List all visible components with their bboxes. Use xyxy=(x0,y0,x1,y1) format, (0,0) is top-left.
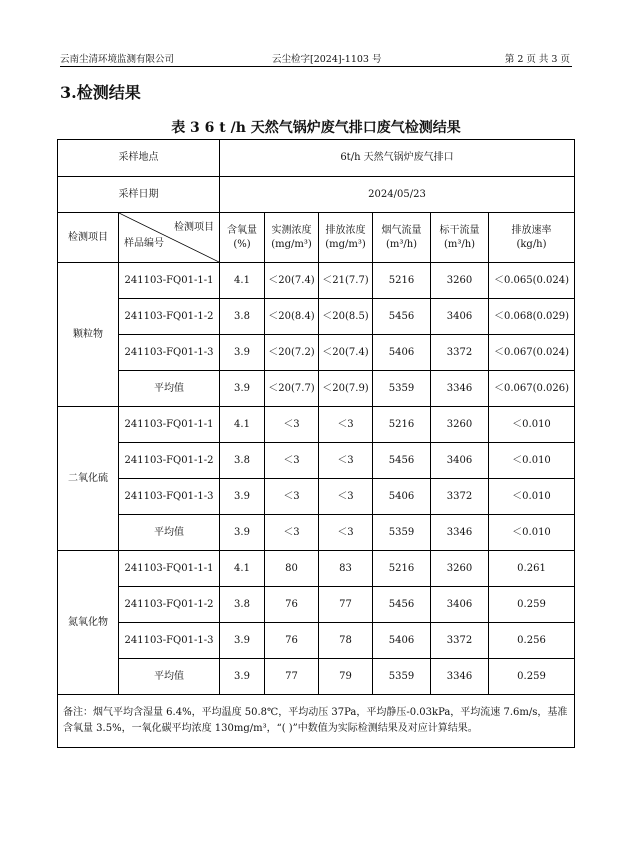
cell-emission-rate: ＜0.010 xyxy=(489,443,575,479)
cell-measured-conc: ＜20(7.4) xyxy=(265,263,319,299)
cell-measured-conc: ＜3 xyxy=(265,407,319,443)
col-header-rate: 排放速率 (kg/h) xyxy=(489,213,575,263)
cell-emission-conc: 78 xyxy=(319,623,373,659)
diag-label-item: 检测项目 xyxy=(174,222,214,233)
cell-measured-conc: 76 xyxy=(265,623,319,659)
cell-emission-rate: ＜0.067(0.024) xyxy=(489,335,575,371)
sampling-site-label: 采样地点 xyxy=(58,140,220,177)
cell-oxygen: 3.9 xyxy=(220,335,265,371)
cell-sample-id: 平均值 xyxy=(119,659,220,695)
group-name: 二氧化硫 xyxy=(58,407,119,551)
col-header-flow: 烟气流量 (m³/h) xyxy=(373,213,431,263)
results-table xyxy=(57,139,575,748)
table-row xyxy=(58,623,575,659)
cell-sample-id: 241103-FQ01-1-3 xyxy=(119,335,220,371)
cell-dry-flow: 3260 xyxy=(431,407,489,443)
table-row xyxy=(58,443,575,479)
cell-emission-conc: ＜21(7.7) xyxy=(319,263,373,299)
cell-oxygen: 3.8 xyxy=(220,299,265,335)
cell-flow: 5216 xyxy=(373,551,431,587)
table-row xyxy=(58,659,575,695)
cell-dry-flow: 3406 xyxy=(431,299,489,335)
cell-dry-flow: 3372 xyxy=(431,623,489,659)
cell-dry-flow: 3260 xyxy=(431,263,489,299)
table-title: 表 3 6 t /h 天然气锅炉废气排口废气检测结果 xyxy=(171,120,461,136)
group-name: 颗粒物 xyxy=(58,263,119,407)
table-row xyxy=(58,407,575,443)
cell-emission-rate: 0.259 xyxy=(489,659,575,695)
page-indicator: 第 2 页 共 3 页 xyxy=(504,54,570,65)
cell-emission-conc: ＜20(8.5) xyxy=(319,299,373,335)
cell-measured-conc: ＜20(7.7) xyxy=(265,371,319,407)
cell-dry-flow: 3372 xyxy=(431,479,489,515)
cell-emission-rate: ＜0.010 xyxy=(489,515,575,551)
cell-flow: 5456 xyxy=(373,299,431,335)
table-row xyxy=(58,587,575,623)
cell-sample-id: 平均值 xyxy=(119,515,220,551)
section-title: 3.检测结果 xyxy=(60,83,141,102)
diagonal-header-cell xyxy=(119,213,220,263)
cell-dry-flow: 3260 xyxy=(431,551,489,587)
cell-emission-conc: ＜3 xyxy=(319,407,373,443)
cell-sample-id: 241103-FQ01-1-3 xyxy=(119,623,220,659)
document-number: 云尘检字[2024]-1103 号 xyxy=(272,54,382,65)
cell-measured-conc: ＜3 xyxy=(265,443,319,479)
cell-flow: 5216 xyxy=(373,263,431,299)
table-row xyxy=(58,335,575,371)
cell-emission-conc: ＜20(7.9) xyxy=(319,371,373,407)
cell-sample-id: 241103-FQ01-1-1 xyxy=(119,407,220,443)
page-header xyxy=(60,50,572,67)
cell-emission-rate: 0.261 xyxy=(489,551,575,587)
cell-oxygen: 4.1 xyxy=(220,407,265,443)
cell-dry-flow: 3406 xyxy=(431,587,489,623)
table-row xyxy=(58,515,575,551)
cell-oxygen: 3.9 xyxy=(220,371,265,407)
cell-emission-rate: ＜0.010 xyxy=(489,407,575,443)
cell-flow: 5406 xyxy=(373,479,431,515)
cell-oxygen: 3.9 xyxy=(220,623,265,659)
cell-flow: 5406 xyxy=(373,335,431,371)
cell-oxygen: 3.8 xyxy=(220,587,265,623)
cell-dry-flow: 3346 xyxy=(431,371,489,407)
cell-sample-id: 241103-FQ01-1-1 xyxy=(119,551,220,587)
cell-dry-flow: 3406 xyxy=(431,443,489,479)
sampling-site-value: 6t/h 天然气锅炉废气排口 xyxy=(220,140,575,177)
cell-emission-rate: ＜0.068(0.029) xyxy=(489,299,575,335)
cell-emission-conc: 83 xyxy=(319,551,373,587)
cell-sample-id: 241103-FQ01-1-3 xyxy=(119,479,220,515)
sampling-date-label: 采样日期 xyxy=(58,177,220,213)
cell-emission-conc: 77 xyxy=(319,587,373,623)
cell-dry-flow: 3372 xyxy=(431,335,489,371)
table-row xyxy=(58,371,575,407)
cell-emission-rate: 0.259 xyxy=(489,587,575,623)
cell-emission-conc: 79 xyxy=(319,659,373,695)
cell-flow: 5359 xyxy=(373,515,431,551)
cell-measured-conc: ＜20(7.2) xyxy=(265,335,319,371)
cell-sample-id: 241103-FQ01-1-2 xyxy=(119,299,220,335)
table-row xyxy=(58,263,575,299)
cell-flow: 5456 xyxy=(373,443,431,479)
cell-oxygen: 3.9 xyxy=(220,479,265,515)
cell-measured-conc: ＜3 xyxy=(265,515,319,551)
cell-dry-flow: 3346 xyxy=(431,659,489,695)
cell-sample-id: 241103-FQ01-1-1 xyxy=(119,263,220,299)
group-name: 氮氧化物 xyxy=(58,551,119,695)
cell-sample-id: 241103-FQ01-1-2 xyxy=(119,587,220,623)
table-note: 备注：烟气平均含湿量 6.4%，平均温度 50.8℃，平均动压 37Pa，平均静压-0.03kPa，平均流速 7.6m/s，基准含氧量 3.5%，一氧化碳平均浓度 130mg/m³，“( )”中数值为实际检测结果及对应计算结果。 xyxy=(58,695,575,748)
cell-oxygen: 4.1 xyxy=(220,263,265,299)
cell-emission-rate: 0.256 xyxy=(489,623,575,659)
table-row xyxy=(58,551,575,587)
cell-sample-id: 平均值 xyxy=(119,371,220,407)
cell-flow: 5359 xyxy=(373,659,431,695)
table-row xyxy=(58,299,575,335)
cell-emission-rate: ＜0.067(0.026) xyxy=(489,371,575,407)
cell-sample-id: 241103-FQ01-1-2 xyxy=(119,443,220,479)
col-header-oxygen: 含氧量 (%) xyxy=(220,213,265,263)
col-header-dry-flow: 标干流量 (m³/h) xyxy=(431,213,489,263)
cell-flow: 5216 xyxy=(373,407,431,443)
cell-measured-conc: ＜20(8.4) xyxy=(265,299,319,335)
col-header-item: 检测项目 xyxy=(58,213,119,263)
cell-dry-flow: 3346 xyxy=(431,515,489,551)
cell-emission-rate: ＜0.065(0.024) xyxy=(489,263,575,299)
cell-emission-conc: ＜20(7.4) xyxy=(319,335,373,371)
cell-oxygen: 3.9 xyxy=(220,659,265,695)
cell-oxygen: 3.8 xyxy=(220,443,265,479)
cell-emission-conc: ＜3 xyxy=(319,515,373,551)
cell-oxygen: 4.1 xyxy=(220,551,265,587)
cell-measured-conc: 76 xyxy=(265,587,319,623)
cell-measured-conc: 77 xyxy=(265,659,319,695)
diag-label-sample: 样品编号 xyxy=(124,238,164,249)
cell-flow: 5359 xyxy=(373,371,431,407)
cell-flow: 5456 xyxy=(373,587,431,623)
cell-measured-conc: 80 xyxy=(265,551,319,587)
sampling-date-value: 2024/05/23 xyxy=(220,177,575,213)
cell-emission-conc: ＜3 xyxy=(319,443,373,479)
cell-flow: 5406 xyxy=(373,623,431,659)
col-header-measured: 实测浓度 (mg/m³) xyxy=(265,213,319,263)
company-name: 云南尘清环境监测有限公司 xyxy=(60,54,175,65)
cell-emission-rate: ＜0.010 xyxy=(489,479,575,515)
cell-oxygen: 3.9 xyxy=(220,515,265,551)
table-row xyxy=(58,479,575,515)
cell-measured-conc: ＜3 xyxy=(265,479,319,515)
col-header-emission: 排放浓度 (mg/m³) xyxy=(319,213,373,263)
cell-emission-conc: ＜3 xyxy=(319,479,373,515)
